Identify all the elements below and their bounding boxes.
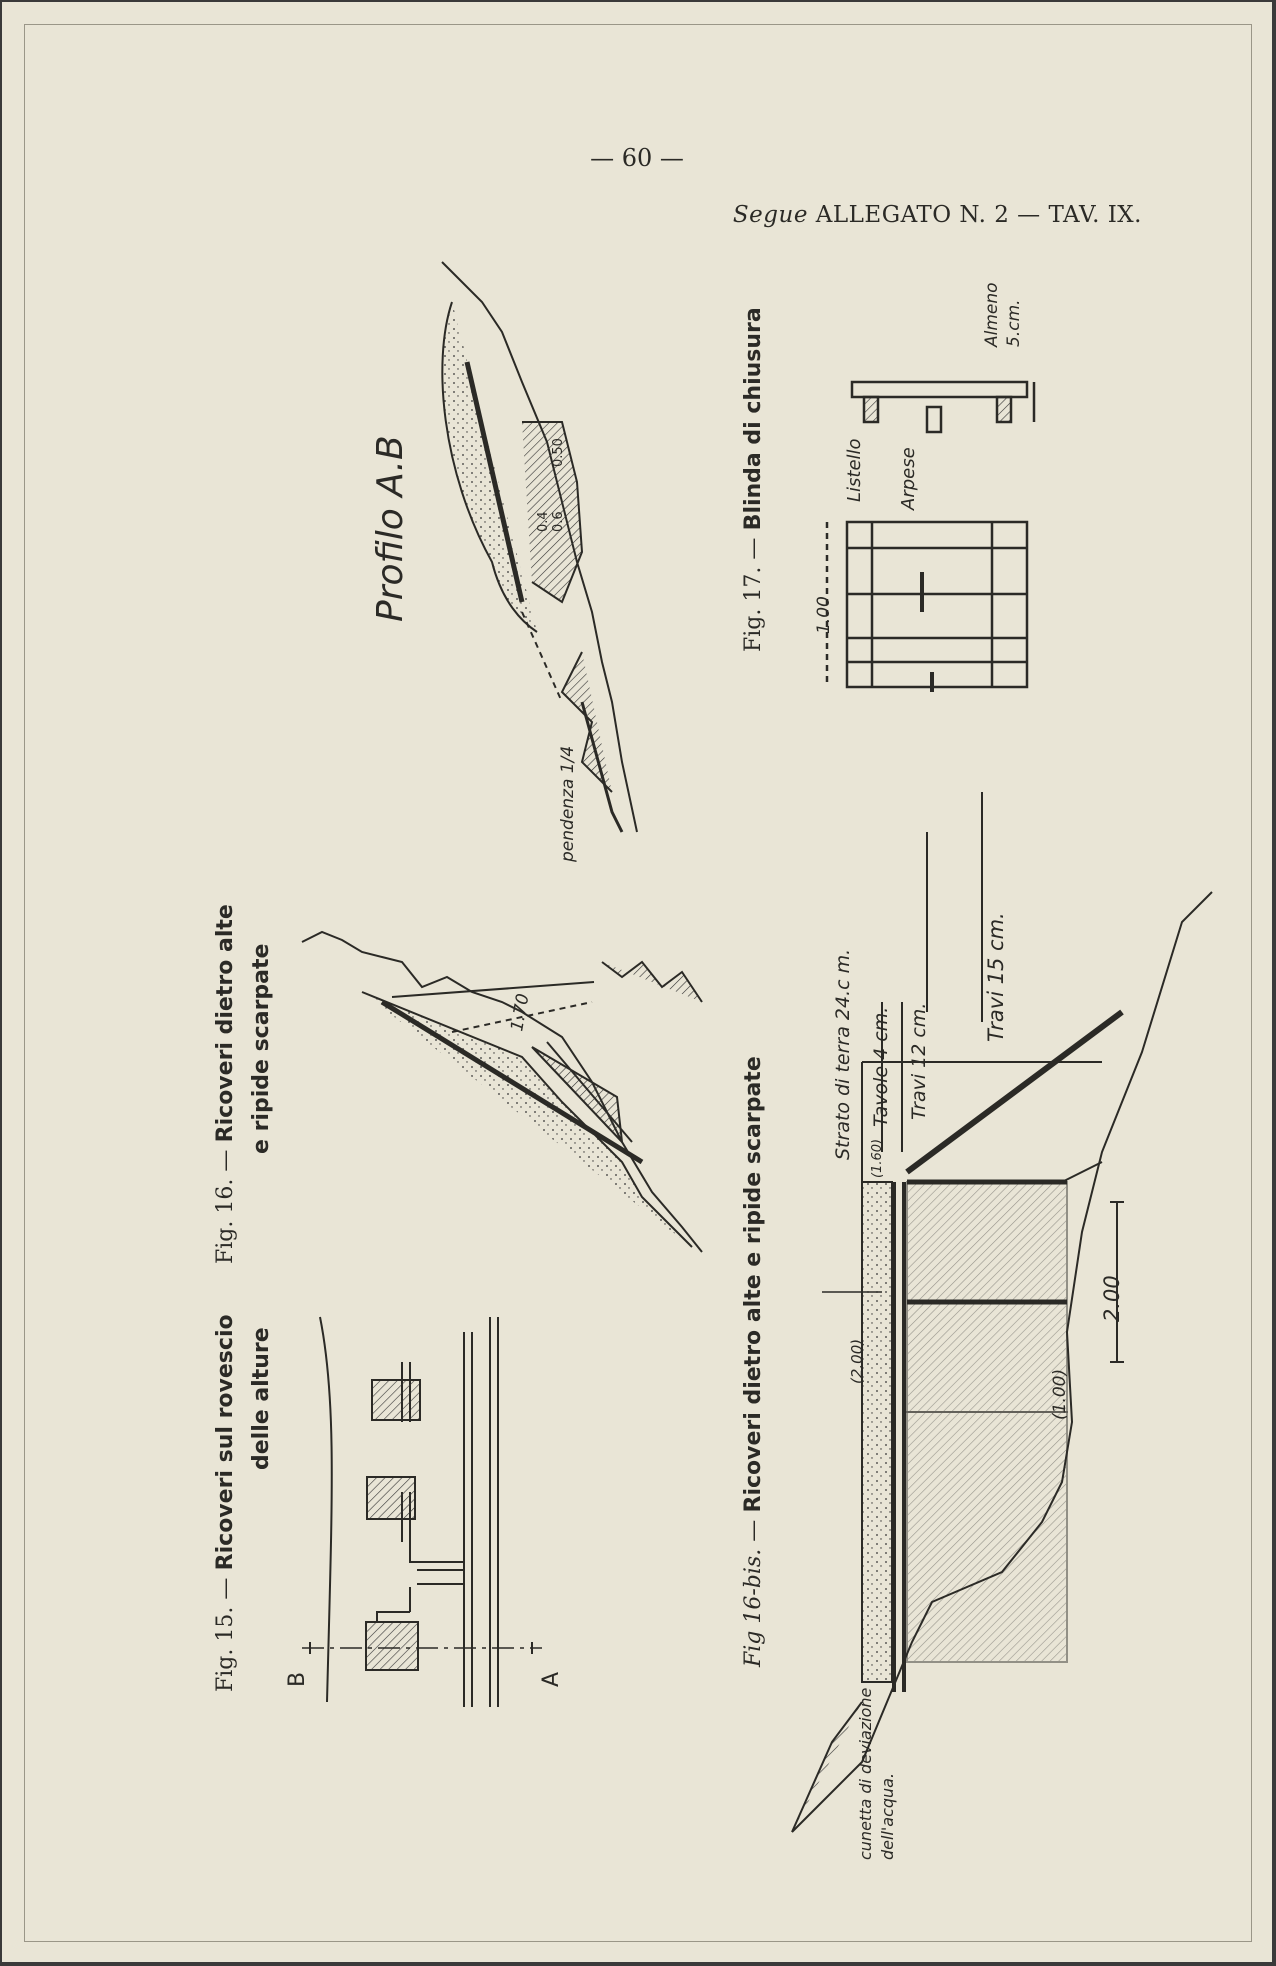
fig17-panel-side — [852, 382, 1027, 397]
profilo-dim-2: 0.6 — [551, 511, 566, 532]
fig16bis-beam-15 — [907, 1012, 1122, 1172]
fig16-section-drawing — [302, 932, 702, 1252]
profilo-ab-drawing — [442, 262, 637, 832]
fig15-title-1: Ricoveri sul rovescio — [213, 1314, 238, 1571]
fig16-label: Fig. 16. — — [213, 1149, 238, 1264]
fig15-point-a: A — [539, 1671, 564, 1687]
fig17-blind-drawing — [827, 382, 1034, 692]
page-number: — 60 — — [590, 144, 684, 172]
fig16-dim-label: 1.70 — [507, 992, 534, 1033]
fig16-title-2: e ripide scarpate — [249, 943, 274, 1154]
fig17-dim: 1.00 — [814, 596, 834, 634]
fig17-label-listello: Listello — [844, 438, 865, 502]
fig16-caption — [212, 904, 238, 1264]
fig16bis-title: Ricoveri dietro alte e ripide scarpate — [741, 1056, 766, 1513]
fig17-label: Fig. 17. — — [741, 537, 766, 652]
scanned-page — [2, 2, 1272, 1962]
fig16bis-label-tavole: Tavole 4 cm. — [870, 1006, 892, 1127]
fig16bis-label: Fig 16-bis. — — [741, 1519, 766, 1667]
fig17-title: Blinda di chiusura — [741, 307, 766, 531]
fig15-crest-line — [320, 1317, 332, 1702]
fig16bis-dim-200a: (2.00) — [848, 1338, 866, 1384]
profilo-dim-1: 0.4 — [536, 511, 551, 532]
fig16bis-label-cunetta-1: cunetta di deviazione — [856, 1687, 875, 1860]
fig15-shelter-1 — [372, 1380, 420, 1420]
fig16-caption-2 — [248, 944, 274, 1154]
fig15-caption — [212, 1314, 238, 1692]
profilo-pendenza: pendenza 1/4 — [558, 745, 578, 862]
fig16bis-dim-200b: 2.00 — [1100, 1275, 1124, 1322]
fig16bis-label-travi15: Travi 15 cm. — [984, 912, 1008, 1042]
fig15-shelter-3 — [366, 1622, 418, 1670]
profilo-title: Profilo A.B — [370, 435, 411, 622]
fig15-shelter-2 — [367, 1477, 415, 1519]
fig17-caption — [740, 307, 766, 652]
fig17-label-5cm: 5.cm. — [1004, 299, 1024, 347]
fig16-title-1: Ricoveri dietro alte — [213, 904, 238, 1143]
fig15-title-2: delle alture — [249, 1327, 274, 1470]
fig15-point-b: B — [285, 1671, 310, 1687]
fig17-label-arpese: Arpese — [898, 447, 919, 510]
fig16bis-dim-100: (1.00) — [1050, 1368, 1070, 1420]
profilo-dim-3: 0.50 — [551, 438, 566, 467]
drawings-layer — [2, 2, 1272, 1962]
fig17-label-almeno: Almeno — [982, 282, 1002, 347]
fig16bis-label-travi12: Travi 12 cm. — [908, 1002, 930, 1120]
fig15-label: Fig. 15. — — [213, 1577, 238, 1692]
fig16bis-caption — [740, 1056, 766, 1667]
fig16bis-dim-160: (1.60) — [870, 1138, 885, 1178]
fig16bis-earth-layer — [862, 1182, 892, 1682]
fig15-plan-drawing — [302, 1317, 542, 1707]
fig16bis-label-cunetta-2: dell'acqua. — [878, 1772, 897, 1860]
header-prefix: Segue — [732, 202, 808, 228]
header-rest: ALLEGATO N. 2 — TAV. IX. — [815, 202, 1142, 228]
fig15-caption-2 — [248, 1327, 274, 1470]
fig16bis-label-strato: Strato di terra 24.c m. — [832, 948, 854, 1160]
